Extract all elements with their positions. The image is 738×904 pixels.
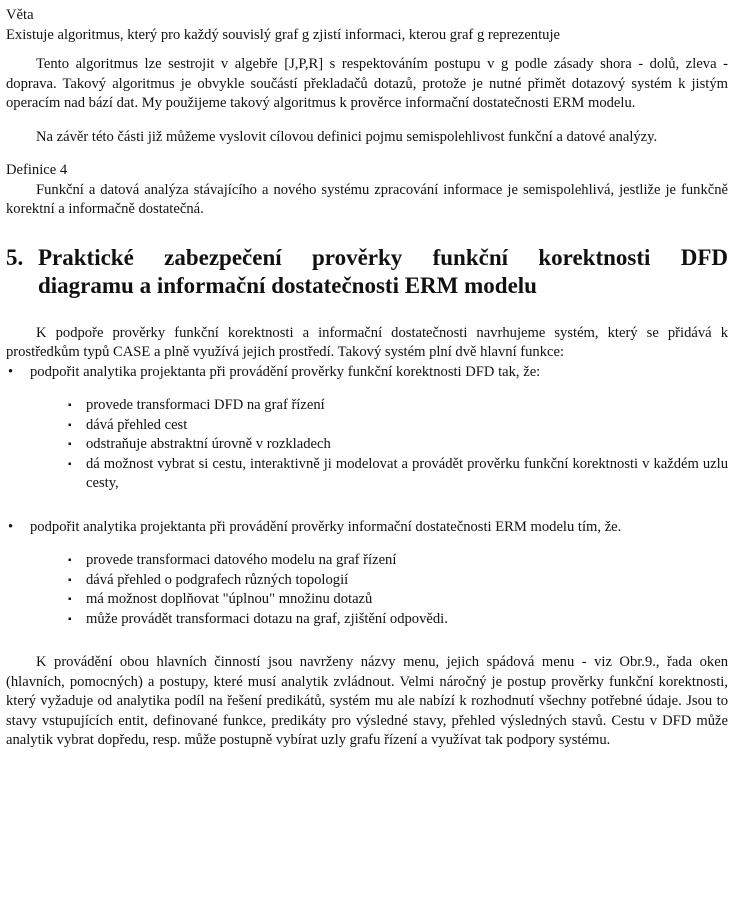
sub-list-1 — [6, 396, 728, 494]
list-item — [68, 435, 728, 455]
sub-item-text: může provádět transformaci dotazu na graf, zjištění odpovědi. — [86, 610, 448, 627]
bullet-icon: • — [8, 518, 14, 535]
square-bullet-icon: ▪ — [68, 439, 72, 450]
square-bullet-icon: ▪ — [68, 400, 72, 411]
theorem-paragraph-2: Na závěr této části již můžeme vyslovit cílovou definici pojmu semispolehlivost funkční a datové analýzy. — [36, 128, 658, 145]
sub-item-text: dává přehled o podgrafech různých topologií — [86, 571, 349, 588]
section-title-line-1: Praktické zabezpečení prověrky funkční korektnosti DFD — [38, 244, 728, 270]
sub-item-text: provede transformaci DFD na graf řízení — [86, 397, 325, 413]
closing-paragraph: K provádění obou hlavních činností jsou navrženy názvy menu, jejich spádová menu - viz Obr.9., řada oken (hlavních, pomocných) a postupy, které musí analytik zvládnout. Velmi náročný je postup prověrky funkční korektnosti, který vyžaduje od analytika podíl na řešení predikátů, systém mu ale nabízí k rozhodnutí všechny potřebné údaje. Jsou to stavy vstupujících entit, definované funkce, predikáty pro výsledné stavy, přehled výsledných stavů. Cestu v DFD může analytik vybrat dopředu, resp. může postupně vybírat uzly grafu řízení a využívat tak podpory systému. — [6, 654, 728, 748]
main-bullet-text-2: podpořit analytika projektanta při provádění prověrky informační dostatečnosti ERM modelu tím, že. — [30, 518, 622, 535]
sub-item-text: odstraňuje abstraktní úrovně v rozkladech — [86, 436, 331, 452]
theorem-statement: Existuje algoritmus, který pro každý souvislý graf g zjistí informaci, kterou graf g reprezentuje — [6, 26, 560, 43]
theorem-label: Věta — [6, 7, 34, 23]
list-item — [68, 416, 728, 436]
bullet-icon: • — [8, 363, 14, 380]
list-item — [68, 590, 728, 610]
list-item — [6, 518, 728, 538]
section-title-line-2: diagramu a informační dostatečnosti ERM modelu — [38, 272, 537, 298]
square-bullet-icon: ▪ — [68, 458, 72, 470]
list-item — [68, 551, 728, 571]
section-intro: K podpoře prověrky funkční korektnosti a informační dostatečnosti navrhujeme systém, který se přidává k prostředkům typů CASE a plně využívá jejich prostředí. Takový systém plní dvě hlavní funkce: — [6, 324, 728, 360]
definition-label: Definice 4 — [6, 162, 68, 178]
sub-list-2 — [6, 551, 728, 629]
section-title — [38, 244, 728, 300]
theorem-paragraph-1: Tento algoritmus lze sestrojit v algebře [J,P,R] s respektováním postupu v g podle zásady shora - dolů, zleva - doprava. Takový algoritmus je obvykle součástí překladačů dotazů, protože je nutné přimět dotazový systém k jistým operacím nad bází dat. My použijeme takový algoritmus k prověrce informační dostatečnosti ERM modelu. — [6, 56, 728, 111]
square-bullet-icon: ▪ — [68, 594, 72, 605]
list-item — [68, 571, 728, 591]
square-bullet-icon: ▪ — [68, 613, 72, 625]
list-item — [68, 396, 728, 416]
sub-item-text: provede transformaci datového modelu na graf řízení — [86, 552, 397, 568]
square-bullet-icon: ▪ — [68, 574, 72, 586]
section-heading — [6, 244, 728, 300]
sub-item-text: dává přehled cest — [86, 416, 188, 433]
list-item — [68, 610, 728, 630]
section-number: 5. — [6, 244, 24, 270]
list-item — [68, 455, 728, 494]
sub-item-text: má možnost doplňovat "úplnou" množinu dotazů — [86, 591, 373, 607]
definition-text: Funkční a datová analýza stávajícího a nového systému zpracování informace je semispolehlivá, jestliže je funkčně korektní a informačně dostatečná. — [6, 181, 728, 217]
list-item — [6, 363, 728, 383]
square-bullet-icon: ▪ — [68, 555, 72, 566]
main-bullet-text-1: podpořit analytika projektanta při provádění prověrky funkční korektnosti DFD tak, že: — [30, 363, 541, 380]
sub-item-text: dá možnost vybrat si cestu, interaktivně ji modelovat a provádět prověrku funkční korektnosti v každém uzlu cesty, — [86, 455, 728, 491]
square-bullet-icon: ▪ — [68, 419, 72, 431]
document-page — [6, 6, 728, 751]
